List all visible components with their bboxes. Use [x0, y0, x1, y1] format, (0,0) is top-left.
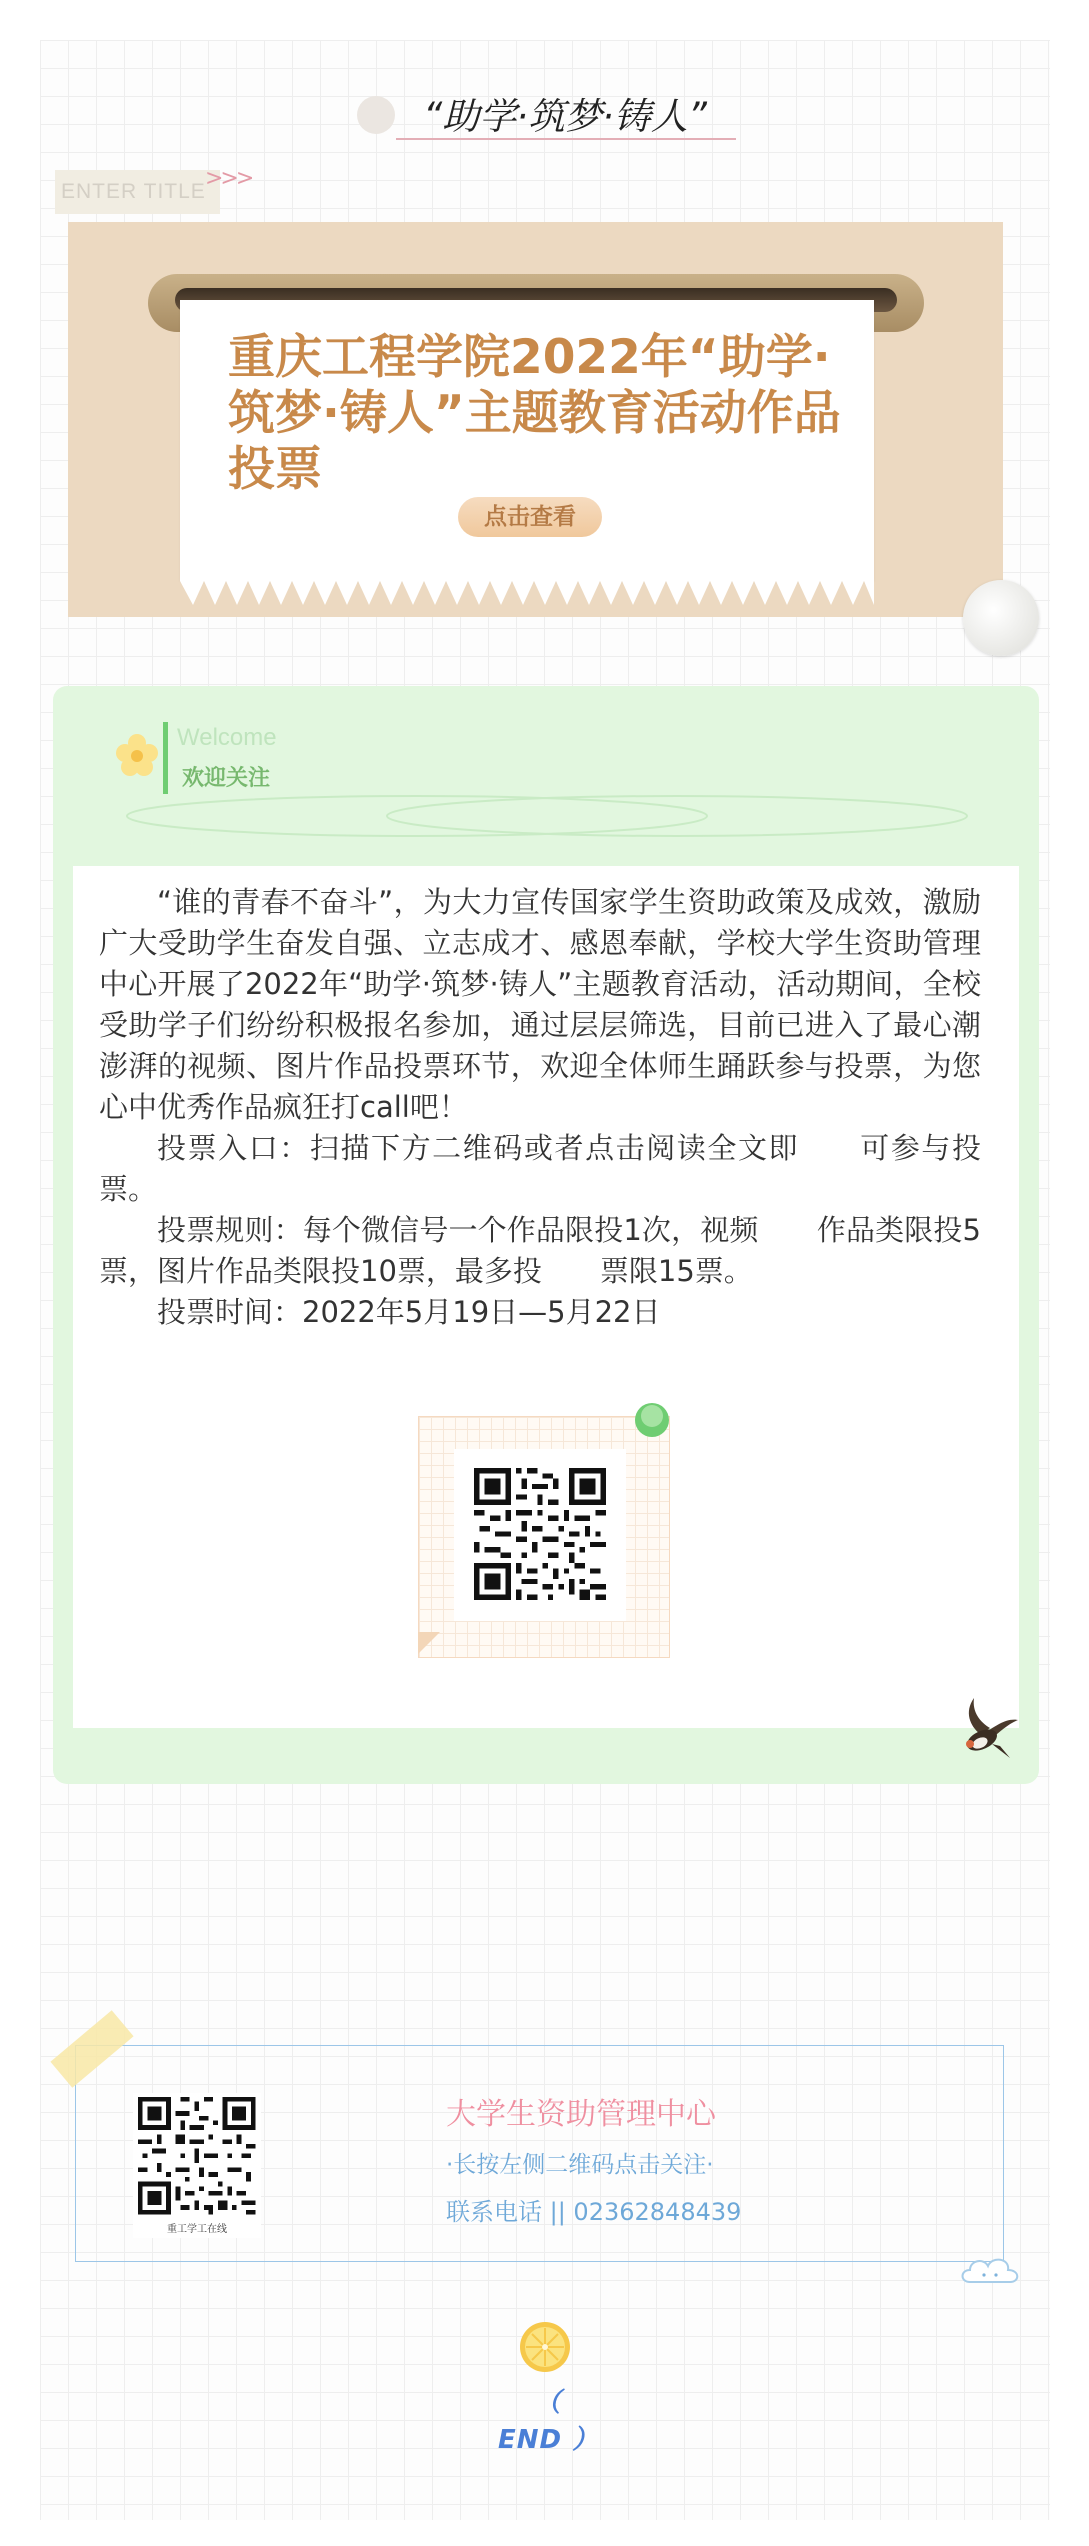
enter-title-tag: ENTER TITLE — [55, 170, 220, 214]
swallow-bird-icon — [940, 1690, 1020, 1770]
flower-icon — [113, 731, 161, 779]
follow-qr-code[interactable] — [133, 2093, 261, 2238]
contact-phone[interactable]: 联系电话 || 02362848439 — [446, 2198, 742, 2226]
end-label: （ END ） — [498, 2388, 600, 2455]
slogan-dot-decoration — [357, 96, 395, 134]
voting-qr-code[interactable] — [474, 1468, 606, 1600]
paragraph-vote-time: 投票时间：2022年5月19日—5月22日 — [157, 1295, 661, 1329]
welcome-accent-bar — [163, 722, 168, 794]
decorative-circle — [963, 580, 1039, 656]
paragraph-vote-rules: 投票规则：每个微信号一个作品限投1次，视频 作品类限投5票，图片作品类限投10票，最多投 票限15票。 — [99, 1213, 981, 1288]
paper-torn-edge — [180, 575, 874, 605]
follow-tip: ·长按左侧二维码点击关注· — [446, 2152, 714, 2178]
decorative-ellipses — [117, 790, 977, 842]
cloud-icon — [958, 2248, 1024, 2288]
green-dot-icon — [632, 1400, 672, 1440]
activity-title: 重庆工程学院2022年“助学·筑梦·铸人”主题教育活动作品投票 — [228, 330, 841, 497]
slogan-underline — [396, 138, 736, 140]
article-body — [99, 882, 981, 1333]
center-name: 大学生资助管理中心 — [446, 2097, 716, 2132]
enter-arrows-icon: >>> — [205, 166, 252, 191]
paragraph-vote-entry: 投票入口：扫描下方二维码或者点击阅读全文即 可参与投票。 — [99, 1131, 981, 1206]
qr-caption: 重工学工在线 — [167, 2224, 227, 2235]
lemon-slice-icon — [518, 2320, 572, 2374]
slogan-title: “助学·筑梦·铸人” — [423, 95, 707, 138]
view-details-button[interactable]: 点击查看 — [458, 497, 602, 537]
frame-fold-corner — [418, 1632, 440, 1654]
paragraph-intro: “谁的青春不奋斗”，为大力宣传国家学生资助政策及成效，激励广大受助学生奋发自强、立志成才、感恩奉献，学校大学生资助管理中心开展了2022年“助学·筑梦·铸人”主题教育活动，活动期间，全校受助学子们纷纷积极报名参加，通过层层筛选，目前已进入了最心潮澎湃的视频、图片作品投票环节，欢迎全体师生踊跃参与投票，为您心中优秀作品疯狂打call吧！ — [99, 885, 981, 1124]
welcome-english: Welcome — [177, 724, 277, 751]
welcome-chinese: 欢迎关注 — [182, 766, 271, 791]
